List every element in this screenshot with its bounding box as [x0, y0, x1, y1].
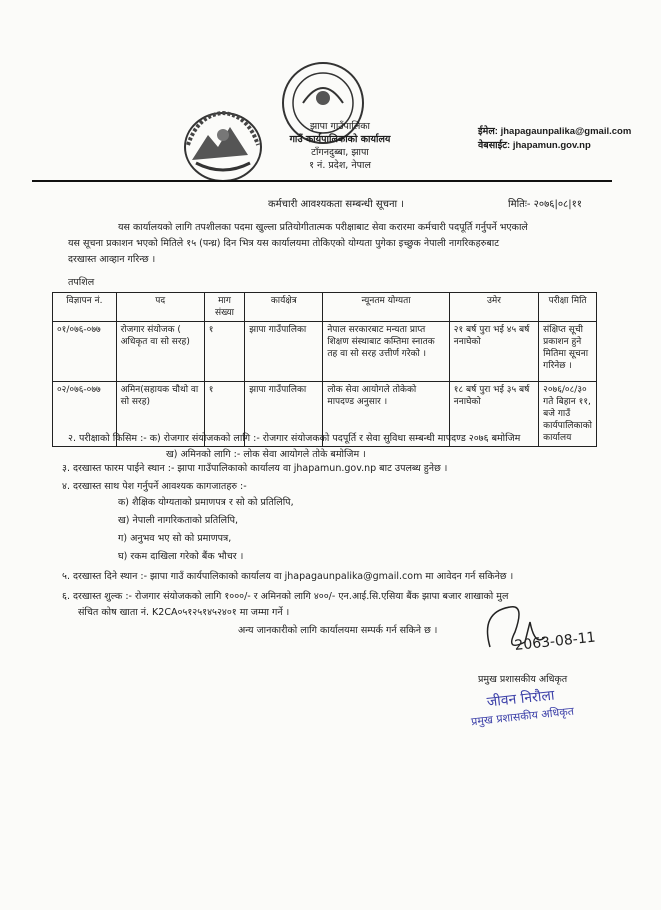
intro-line-3: दरखास्त आव्हान गरिन्छ ।: [68, 254, 156, 265]
table-cell: १८ बर्ष पुरा भई ३५ बर्ष ननाघेको: [449, 382, 538, 447]
note-4: ४. दरखास्त साथ पेश गर्नुपर्ने आवश्यक कागजातहरु :-: [62, 481, 247, 492]
table-cell: झापा गाउँपालिका: [245, 322, 323, 382]
tapasil-label: तपशिल: [68, 277, 95, 288]
table-cell: नेपाल सरकारबाट मन्यता प्राप्त शिक्षण संस्थाबाट कम्तिमा स्नातक तह वा सो सरह उत्तीर्ण गरेको ।: [323, 322, 449, 382]
office-address: [280, 120, 400, 172]
contact-info: [478, 125, 631, 153]
note-4d: घ) रकम दाखिला गरेको बैंक भौचर ।: [118, 551, 244, 562]
table-cell: ०२/०७६-०७७: [53, 382, 117, 447]
note-2: २. परीक्षाको किसिम :- क) रोजगार संयोजकको लागि :- रोजगार संयोजकको पदपूर्ति र सेवा सुविधा सम्बन्धी मापदण्ड २०७६ बमोजिम: [68, 433, 521, 444]
intro-line-1: यस कार्यालयको लागि तपशीलका पदमा खुल्ला प्रतियोगीतात्मक परीक्षाबाट सेवा करारमा कर्मचारी पदपूर्ति गर्नुपर्ने भएकाले: [118, 222, 528, 233]
table-cell: संक्षिप्त सूची प्रकाशन हुने मितिमा सूचना गरिनेछ ।: [539, 322, 597, 382]
signatory-title: प्रमुख प्रशासकीय अधिकृत: [478, 674, 568, 685]
vacancy-table: [52, 292, 597, 447]
handwritten-date: 2063-08-11: [513, 629, 597, 654]
table-cell: २०७६/०८/३० गते बिहान ११, बजे गाउँ कार्यपालिकाको कार्यालय: [539, 382, 597, 447]
col-header: उमेर: [449, 293, 538, 322]
note-6: ६. दरखास्त शुल्क :- रोजगार संयोजकको लागि १०००/- र अमिनको लागि ४००/- एन.आई.सि.एसिया बैंक झापा बजार शाखाको मुल: [62, 591, 509, 602]
stamp-name: जीवन निरौला: [486, 687, 556, 711]
note-4b: ख) नेपाली नागरिकताको प्रतिलिपि,: [118, 515, 238, 526]
note-4c: ग) अनुभव भए सो को प्रमाणपत्र,: [118, 533, 232, 544]
table-cell: झापा गाउँपालिका: [245, 382, 323, 447]
office-line-1: झापा गाउँपालिका: [309, 121, 371, 132]
website-text: वेबसाईट: jhapamun.gov.np: [478, 140, 591, 151]
col-header: न्यूनतम योग्यता: [323, 293, 449, 322]
intro-line-2: यस सूचना प्रकाशन भएको मितिले १५ (पन्ध्र) दिन भित्र यस कार्यालयमा तोकिएको योग्यता पुगेका इच्छुक नेपाली नागरिकहरुबाट: [68, 238, 499, 249]
note-4a: क) शैक्षिक योग्यताको प्रमाणपत्र र सो को प्रतिलिपि,: [118, 497, 294, 508]
nepal-emblem-icon: [178, 105, 268, 185]
table-cell: २१ बर्ष पुरा भई ४५ बर्ष ननाघेको: [449, 322, 538, 382]
col-header: विज्ञापन नं.: [53, 293, 117, 322]
office-line-3: टाँगनदुब्बा, झापा: [311, 147, 369, 158]
col-header: माग संख्या: [204, 293, 245, 322]
table-cell: रोजगार संयोजक ( अधिकृत वा सो सरह): [116, 322, 204, 382]
table-cell: ०१/०७६-०७७: [53, 322, 117, 382]
table-header-row: [53, 293, 597, 322]
note-2b: ख) अमिनको लागि :- लोक सेवा आयोगले तोके बमोजिम ।: [166, 449, 366, 460]
officer-stamp: [468, 685, 574, 732]
intro-paragraph: [68, 220, 588, 268]
closing-line: अन्य जानकारीको लागि कार्यालयमा सम्पर्क गर्न सकिने छ ।: [238, 625, 438, 636]
table-row: [53, 322, 597, 382]
signature-image: [470, 592, 620, 672]
stamp-title: प्रमुख प्रशासकीय अधिकृत: [470, 704, 575, 729]
email-text: ईमेल: jhapagaunpalika@gmail.com: [478, 126, 632, 137]
note-5: ५. दरखास्त दिने स्थान :- झापा गाउँ कार्यपालिकाको कार्यालय वा jhapagaunpalika@gmail.com मा आवेदन गर्न सकिनेछ ।: [62, 571, 514, 582]
office-line-2: गाउँ कार्यपालिकाको कार्यालय: [289, 134, 391, 145]
notice-date: मितिः- २०७६|०८|११: [508, 199, 583, 210]
note-6b: संचित कोष खाता नं. K2CA०५१२५१४५२४०१ मा जम्मा गर्ने ।: [78, 607, 290, 618]
table-cell: लोक सेवा आयोगले तोकेको मापदण्ड अनुसार ।: [323, 382, 449, 447]
col-header: परीक्षा मिति: [539, 293, 597, 322]
table-cell: १: [204, 322, 245, 382]
col-header: पद: [116, 293, 204, 322]
header-divider: [32, 180, 612, 182]
table-cell: १: [204, 382, 245, 447]
office-line-4: १ नं. प्रदेश, नेपाल: [309, 160, 371, 171]
note-3: ३. दरखास्त फारम पाईने स्थान :- झापा गाउँपालिकाको कार्यालय वा jhapamun.gov.np बाट उपलब्ध हुनेछ ।: [62, 463, 448, 474]
table-cell: अमिन(सहायक चौथो वा सो सरह): [116, 382, 204, 447]
col-header: कार्यक्षेत्र: [245, 293, 323, 322]
notice-title: कर्मचारी आवश्यकता सम्बन्धी सूचना ।: [268, 199, 405, 210]
